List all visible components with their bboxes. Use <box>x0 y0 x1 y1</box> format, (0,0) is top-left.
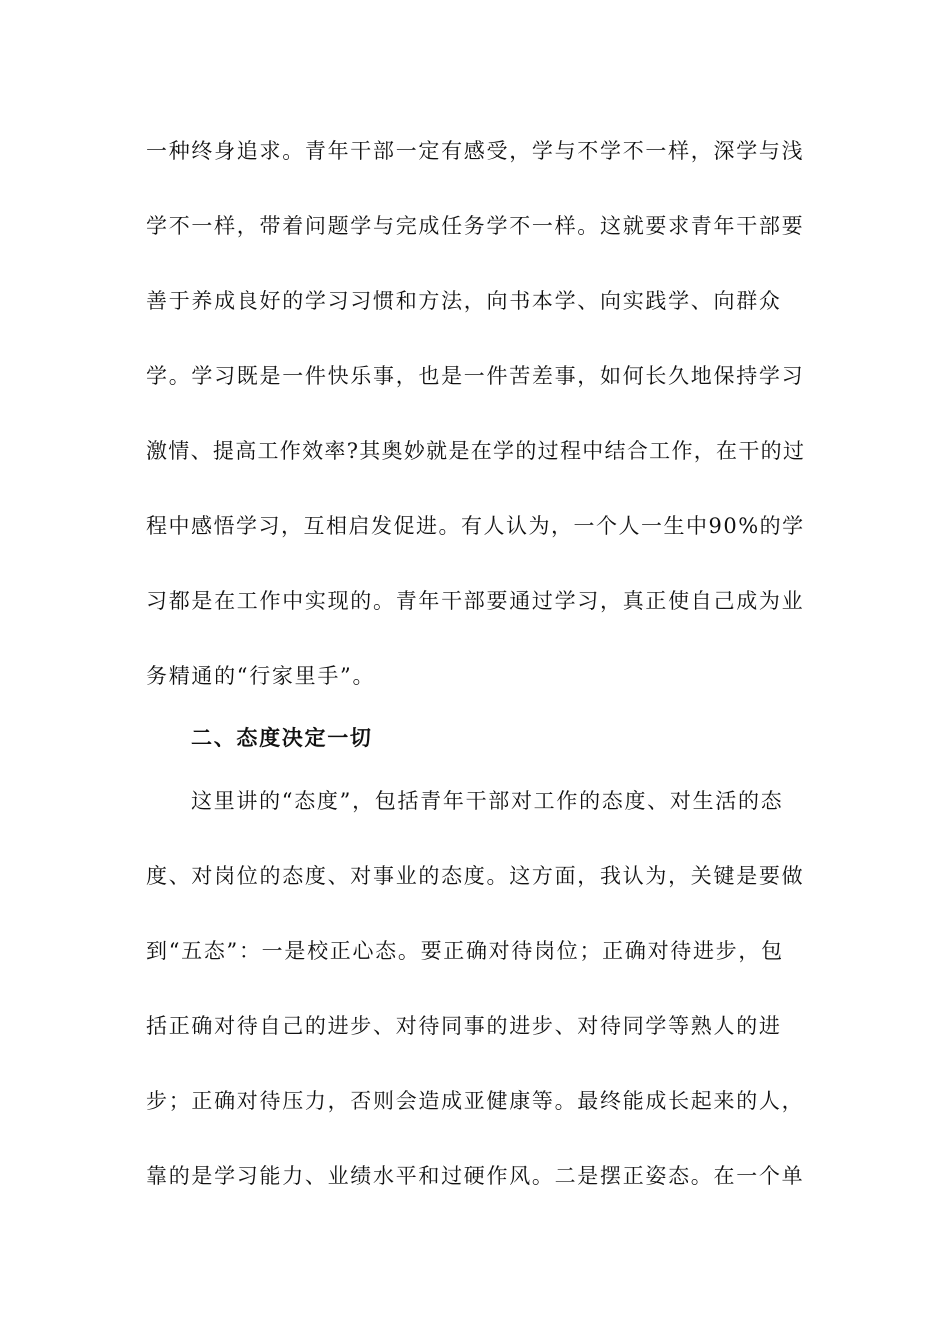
paragraph-2-line-4: 括正确对待自己的进步、对待同事的进步、对待同学等熟人的进 <box>146 1014 782 1038</box>
paragraph-1-line-5: 激情、提高工作效率?其奥妙就是在学的过程中结合工作，在干的过 <box>146 439 806 463</box>
paragraph-2-line-1: 这里讲的“态度”，包括青年干部对工作的态度、对生活的态 <box>191 789 784 813</box>
paragraph-2-line-3: 到“五态”：一是校正心态。要正确对待岗位；正确对待进步，包 <box>146 939 784 963</box>
paragraph-2-line-2: 度、对岗位的态度、对事业的态度。这方面，我认为，关键是要做 <box>146 864 805 888</box>
paragraph-1-line-3: 善于养成良好的学习习惯和方法，向书本学、向实践学、向群众 <box>146 289 782 313</box>
paragraph-1-line-2: 学不一样，带着问题学与完成任务学不一样。这就要求青年干部要 <box>146 214 805 238</box>
section-heading: 二、态度决定一切 <box>191 726 373 750</box>
paragraph-1-line-6: 程中感悟学习，互相启发促进。有人认为，一个人一生中90%的学 <box>146 514 805 538</box>
paragraph-2-line-5: 步；正确对待压力，否则会造成亚健康等。最终能成长起来的人， <box>146 1089 805 1113</box>
paragraph-1-line-8: 务精通的“行家里手”。 <box>146 664 376 688</box>
paragraph-1-line-1: 一种终身追求。青年干部一定有感受，学与不学不一样，深学与浅 <box>146 139 805 163</box>
paragraph-1-line-4: 学。学习既是一件快乐事，也是一件苦差事，如何长久地保持学习 <box>146 364 805 388</box>
paragraph-1-line-7: 习都是在工作中实现的。青年干部要通过学习，真正使自己成为业 <box>146 589 805 613</box>
paragraph-2-line-6: 靠的是学习能力、业绩水平和过硬作风。二是摆正姿态。在一个单 <box>146 1164 805 1188</box>
